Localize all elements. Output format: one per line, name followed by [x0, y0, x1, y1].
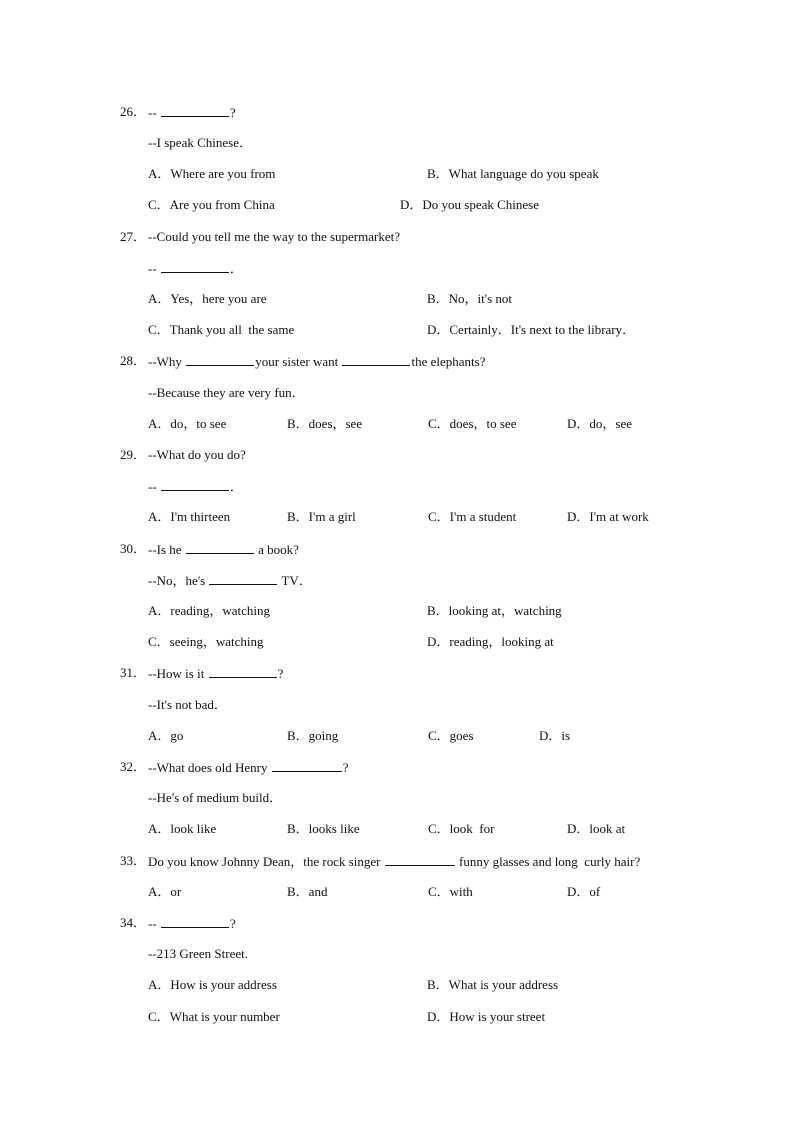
q32-option-d[interactable]: D．look at: [567, 821, 626, 836]
q27-blank[interactable]: [161, 260, 229, 273]
q34-prompt: -- ?: [148, 916, 236, 931]
q26-option-a[interactable]: A．Where are you from: [148, 166, 276, 181]
q28-number: 28．: [120, 353, 147, 368]
q34-number: 34．: [120, 915, 147, 930]
q31-option-c[interactable]: C．goes: [428, 728, 474, 743]
q30-option-c[interactable]: C．seeing，watching: [148, 634, 264, 649]
q29-option-a[interactable]: A．I'm thirteen: [148, 509, 231, 524]
q29-reply: -- ．: [148, 479, 243, 494]
q31-answer: --It's not bad．: [148, 697, 227, 712]
q31-blank[interactable]: [209, 665, 277, 678]
q28-option-d[interactable]: D．do，see: [567, 416, 632, 431]
q29-number: 29．: [120, 447, 147, 462]
q32-option-a[interactable]: A．look like: [148, 821, 217, 836]
q30-option-a[interactable]: A．reading，watching: [148, 603, 271, 618]
q33-option-a[interactable]: A．or: [148, 884, 182, 899]
q29-prompt: --What do you do?: [148, 447, 246, 462]
q27-reply: -- ．: [148, 261, 243, 276]
q32-option-c[interactable]: C．look for: [428, 821, 495, 836]
q33-number: 33．: [120, 853, 147, 868]
q28-option-c[interactable]: C．does，to see: [428, 416, 517, 431]
q28-prompt: --Why your sister want the elephants?: [148, 354, 486, 369]
q32-answer: --He's of medium build．: [148, 790, 283, 805]
q29-option-d[interactable]: D．I'm at work: [567, 509, 649, 524]
q26-prompt: -- ?: [148, 105, 236, 120]
q28-option-a[interactable]: A．do，to see: [148, 416, 227, 431]
q27-prompt: --Could you tell me the way to the supermarket?: [148, 229, 400, 244]
q26-number: 26．: [120, 104, 147, 119]
q30-prompt: --Is he a book?: [148, 542, 299, 557]
q33-prompt: Do you know Johnny Dean，the rock singer funny glasses and long curly hair?: [148, 854, 641, 869]
q31-option-d[interactable]: D．is: [539, 728, 571, 743]
q29-option-c[interactable]: C．I'm a student: [428, 509, 517, 524]
q27-option-b[interactable]: B．No，it's not: [427, 291, 513, 306]
q27-number: 27．: [120, 229, 147, 244]
q28-option-b[interactable]: B．does，see: [287, 416, 363, 431]
q30-blank-1[interactable]: [186, 541, 254, 554]
q32-option-b[interactable]: B．looks like: [287, 821, 360, 836]
q27-option-d[interactable]: D．Certainly．It's next to the library．: [427, 322, 636, 337]
q27-option-c[interactable]: C．Thank you all the same: [148, 322, 295, 337]
q34-option-d[interactable]: D．How is your street: [427, 1009, 546, 1024]
q30-option-b[interactable]: B．looking at，watching: [427, 603, 562, 618]
q28-answer: --Because they are very fun．: [148, 385, 305, 400]
q33-option-c[interactable]: C．with: [428, 884, 473, 899]
q34-option-a[interactable]: A．How is your address: [148, 977, 277, 992]
q31-prompt: --How is it ?: [148, 666, 284, 681]
q32-prompt: --What does old Henry ?: [148, 760, 349, 775]
q30-option-d[interactable]: D．reading，looking at: [427, 634, 554, 649]
q30-blank-2[interactable]: [209, 572, 277, 585]
q26-option-d[interactable]: D．Do you speak Chinese: [400, 197, 540, 212]
q26-blank[interactable]: [161, 104, 229, 117]
q28-blank-1[interactable]: [186, 353, 254, 366]
q34-option-b[interactable]: B．What is your address: [427, 977, 559, 992]
q26-option-c[interactable]: C．Are you from China: [148, 197, 275, 212]
q34-option-c[interactable]: C．What is your number: [148, 1009, 280, 1024]
q33-blank[interactable]: [385, 853, 455, 866]
q31-option-b[interactable]: B．going: [287, 728, 339, 743]
q26-option-b[interactable]: B．What language do you speak: [427, 166, 599, 181]
q34-answer: --213 Green Street.: [148, 946, 248, 961]
q28-blank-2[interactable]: [342, 353, 410, 366]
q30-number: 30．: [120, 541, 147, 556]
q26-answer: --I speak Chinese．: [148, 135, 252, 150]
q32-blank[interactable]: [272, 759, 342, 772]
q33-option-d[interactable]: D．of: [567, 884, 601, 899]
q32-number: 32．: [120, 759, 147, 774]
q34-blank[interactable]: [161, 915, 229, 928]
q31-number: 31．: [120, 665, 147, 680]
q30-answer: --No，he's TV．: [148, 573, 312, 588]
q29-option-b[interactable]: B．I'm a girl: [287, 509, 356, 524]
q31-option-a[interactable]: A．go: [148, 728, 184, 743]
q29-blank[interactable]: [161, 478, 229, 491]
q33-option-b[interactable]: B．and: [287, 884, 328, 899]
q27-option-a[interactable]: A．Yes，here you are: [148, 291, 267, 306]
